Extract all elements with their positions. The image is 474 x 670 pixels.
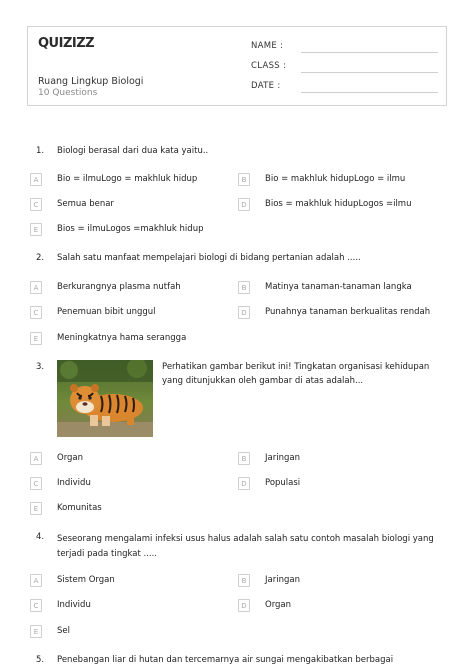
option-text: Populasi: [265, 478, 301, 488]
question-count: 10 Questions: [38, 88, 98, 98]
question-number: 3.: [36, 362, 45, 372]
option-letter: C: [30, 198, 42, 211]
option-letter: C: [30, 599, 42, 612]
date-label: DATE :: [251, 81, 281, 91]
worksheet-title: Ruang Lingkup Biologi: [38, 76, 144, 87]
class-line: [301, 72, 438, 73]
option-text: Sistem Organ: [57, 575, 115, 585]
tiger-image: [57, 360, 153, 437]
question-number: 2.: [36, 253, 45, 263]
option-text: Berkurangnya plasma nutfah: [57, 282, 181, 292]
question-text: Penebangan liar di hutan dan tercemarnya air sungai mengakibatkan berbagai: [57, 655, 394, 665]
question-number: 1.: [36, 146, 45, 156]
name-line: [301, 52, 438, 53]
question-text: Seseorang mengalami infeksi usus halus adalah salah satu contoh masalah biologi yang terjadi pada tingkat .....: [57, 534, 434, 559]
question-text: Perhatikan gambar berikut ini! Tingkatan organisasi kehidupan yang ditunjukkan oleh gambar di atas adalah...: [162, 362, 430, 386]
option-letter: D: [238, 198, 250, 211]
option-letter: E: [30, 223, 42, 236]
option-text: Organ: [265, 600, 292, 610]
option-letter: A: [30, 173, 42, 186]
option-letter: E: [30, 332, 42, 345]
option-text: Meningkatnya hama serangga: [57, 333, 187, 343]
question-number: 5.: [36, 655, 45, 665]
option-letter: B: [238, 173, 250, 186]
name-field[interactable]: [251, 41, 283, 51]
option-letter: D: [238, 599, 250, 612]
option-text: Bios = ilmuLogos =makhluk hidup: [57, 224, 204, 234]
option-text: Sel: [57, 626, 70, 636]
quizizz-logo: QUIZIZZ: [38, 36, 95, 51]
class-label: CLASS :: [251, 61, 287, 71]
date-field[interactable]: [251, 81, 280, 91]
option-text: Semua benar: [57, 199, 114, 209]
option-text: Organ: [57, 453, 84, 463]
option-letter: B: [238, 452, 250, 465]
option-text: Jaringan: [265, 453, 300, 463]
date-line: [301, 92, 438, 93]
option-letter: E: [30, 502, 42, 515]
option-text: Bio = makhluk hidupLogo = ilmu: [265, 174, 406, 184]
option-letter: D: [238, 477, 250, 490]
option-text: Individu: [57, 600, 91, 610]
name-label: NAME :: [251, 41, 284, 51]
option-text: Bio = ilmuLogo = makhluk hidup: [57, 174, 198, 184]
option-text: Jaringan: [265, 575, 300, 585]
option-text: Penemuan bibit unggul: [57, 307, 156, 317]
option-letter: D: [238, 306, 250, 319]
option-text: Individu: [57, 478, 91, 488]
option-letter: E: [30, 625, 42, 638]
option-letter: C: [30, 477, 42, 490]
class-field[interactable]: [251, 61, 286, 71]
option-text: Bios = makhluk hidupLogos =ilmu: [265, 199, 412, 209]
option-letter: C: [30, 306, 42, 319]
option-letter: A: [30, 574, 42, 587]
worksheet-header: [27, 26, 447, 106]
question-text: Biologi berasal dari dua kata yaitu..: [57, 146, 209, 156]
option-letter: A: [30, 281, 42, 294]
option-text: Matinya tanaman-tanaman langka: [265, 282, 412, 292]
question-number: 4.: [36, 532, 45, 542]
question-text: Salah satu manfaat mempelajari biologi di bidang pertanian adalah .....: [57, 253, 361, 263]
option-letter: B: [238, 574, 250, 587]
option-text: Komunitas: [57, 503, 102, 513]
option-letter: B: [238, 281, 250, 294]
option-letter: A: [30, 452, 42, 465]
option-text: Punahnya tanaman berkualitas rendah: [265, 307, 431, 317]
